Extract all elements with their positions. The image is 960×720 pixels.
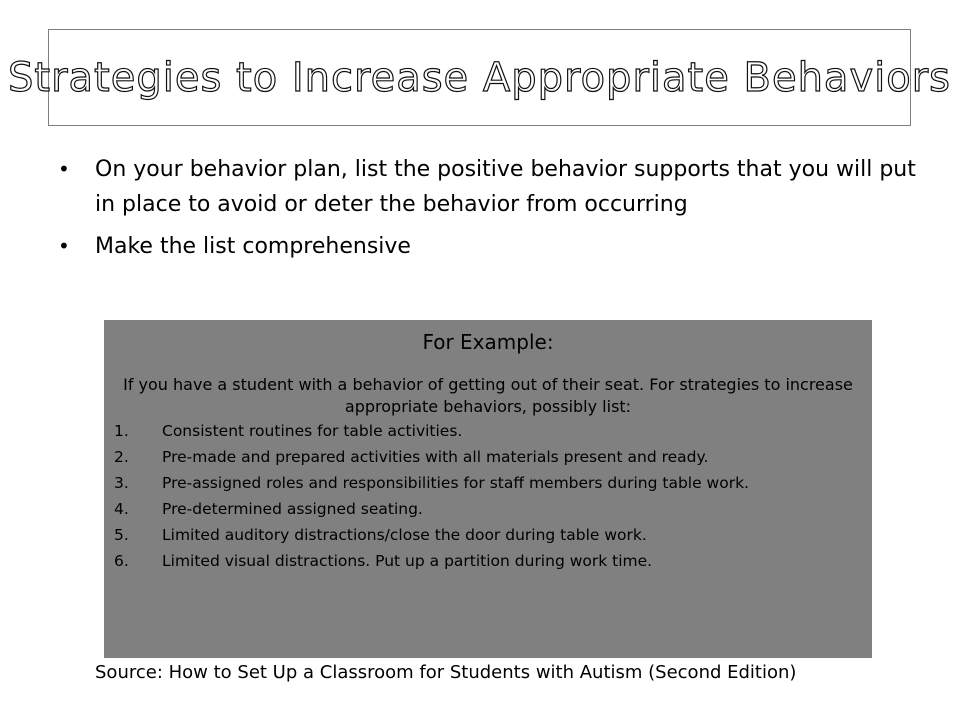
source-citation: Source: How to Set Up a Classroom for Students with Autism (Second Edition) [95, 662, 797, 683]
example-intro: If you have a student with a behavior of getting out of their seat. For strategies to increase appropriate behaviors, possibly list: [123, 375, 853, 416]
example-heading: For Example: [422, 330, 554, 354]
bullet-marker: • [58, 234, 70, 258]
bullet-item [58, 229, 918, 264]
example-item-number: 3. [114, 474, 129, 492]
example-box [104, 320, 872, 658]
example-item-text: Pre-made and prepared activities with all materials present and ready. [162, 448, 709, 466]
example-item [114, 418, 872, 444]
bullet-list [58, 152, 918, 271]
example-item-text: Consistent routines for table activities. [162, 422, 463, 440]
bullet-text: Make the list comprehensive [95, 234, 411, 259]
example-item [114, 496, 872, 522]
example-item-number: 1. [114, 422, 129, 440]
example-item-number: 6. [114, 552, 129, 570]
example-item [114, 522, 872, 548]
bullet-marker: • [58, 157, 70, 181]
example-item-number: 5. [114, 526, 129, 544]
example-item-text: Limited visual distractions. Put up a partition during work time. [162, 552, 653, 570]
bullet-text: On your behavior plan, list the positive behavior supports that you will put in place to avoid or deter the behavior from occurring [95, 157, 916, 217]
example-item [114, 548, 872, 574]
example-item-text: Pre-determined assigned seating. [162, 500, 423, 518]
title-box [8, 29, 951, 126]
example-item [114, 470, 872, 496]
example-item [114, 444, 872, 470]
example-item-text: Pre-assigned roles and responsibilities for staff members during table work. [162, 474, 749, 492]
example-item-number: 2. [114, 448, 129, 466]
slide-title: Strategies to Increase Appropriate Behaviors [8, 54, 951, 101]
example-list [104, 418, 872, 574]
example-item-text: Limited auditory distractions/close the door during table work. [162, 526, 647, 544]
bullet-item [58, 152, 918, 222]
example-item-number: 4. [114, 500, 129, 518]
